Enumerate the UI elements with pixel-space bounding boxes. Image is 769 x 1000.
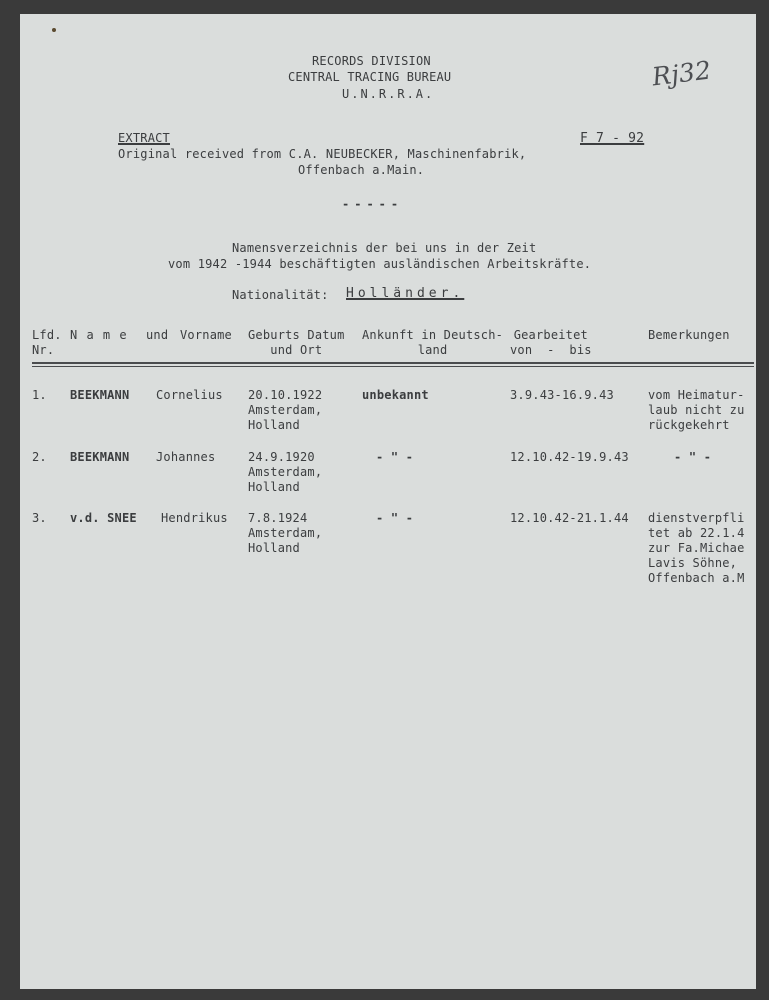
row-bemerkungen: dienstverpfli tet ab 22.1.4 zur Fa.Michae Lavis Söhne, Offenbach a.M: [648, 511, 745, 585]
row-name: BEEKMANN: [70, 388, 130, 402]
header-rule-top: [32, 362, 754, 364]
list-title-line-1: Namensverzeichnis der bei uns in der Zeit: [232, 241, 537, 255]
location-line: Offenbach a.Main.: [298, 163, 425, 177]
row-gearbeitet: 3.9.43-16.9.43: [510, 388, 614, 402]
nationality-label: Nationalität:: [232, 288, 329, 302]
header-line-2: CENTRAL TRACING BUREAU: [288, 70, 452, 84]
col-header-geburt: Geburts Datum und Ort: [248, 328, 345, 357]
row-geburt: 20.10.1922 Amsterdam, Holland: [248, 388, 323, 432]
header-line-1: RECORDS DIVISION: [312, 54, 431, 68]
row-vorname: Johannes: [156, 450, 216, 464]
row-nr: 3.: [32, 511, 47, 525]
row-vorname: Cornelius: [156, 388, 223, 402]
row-ankunft: unbekannt: [362, 388, 429, 402]
col-header-und: und: [146, 328, 169, 342]
row-bemerkungen: vom Heimatur- laub nicht zu rückgekehrt: [648, 388, 745, 432]
col-header-gearbeitet: Gearbeitet von - bis: [510, 328, 592, 357]
file-reference: F 7 - 92: [580, 131, 645, 146]
row-geburt: 7.8.1924 Amsterdam, Holland: [248, 511, 323, 555]
header-rule-bottom: [32, 366, 754, 367]
row-nr: 2.: [32, 450, 47, 464]
row-gearbeitet: 12.10.42-21.1.44: [510, 511, 629, 525]
handwritten-reference: Rj32: [650, 55, 713, 92]
stain-mark: [52, 28, 56, 32]
row-name: v.d. SNEE: [70, 511, 137, 525]
row-bemerkungen: - " -: [674, 450, 712, 464]
row-gearbeitet: 12.10.42-19.9.43: [510, 450, 629, 464]
row-ankunft: - " -: [376, 450, 414, 464]
header-line-3: U.N.R.R.A.: [342, 87, 435, 101]
row-geburt: 24.9.1920 Amsterdam, Holland: [248, 450, 323, 494]
document-page: [20, 14, 756, 989]
row-vorname: Hendrikus: [161, 511, 228, 525]
col-header-bemerkungen: Bemerkungen: [648, 328, 730, 342]
list-title-line-2: vom 1942 -1944 beschäftigten ausländischen Arbeitskräfte.: [168, 257, 592, 271]
col-header-name: N a m e: [70, 328, 128, 342]
row-nr: 1.: [32, 388, 47, 402]
row-ankunft: - " -: [376, 511, 414, 525]
extract-label: EXTRACT: [118, 131, 170, 145]
row-name: BEEKMANN: [70, 450, 130, 464]
col-header-vorname: Vorname: [180, 328, 232, 342]
separator: -----: [342, 197, 404, 211]
col-header-ankunft: Ankunft in Deutsch- land: [362, 328, 504, 357]
nationality-value: Holländer.: [346, 286, 465, 301]
col-header-nr: Lfd. Nr.: [32, 328, 62, 357]
received-line: Original received from C.A. NEUBECKER, Maschinenfabrik,: [118, 147, 527, 161]
